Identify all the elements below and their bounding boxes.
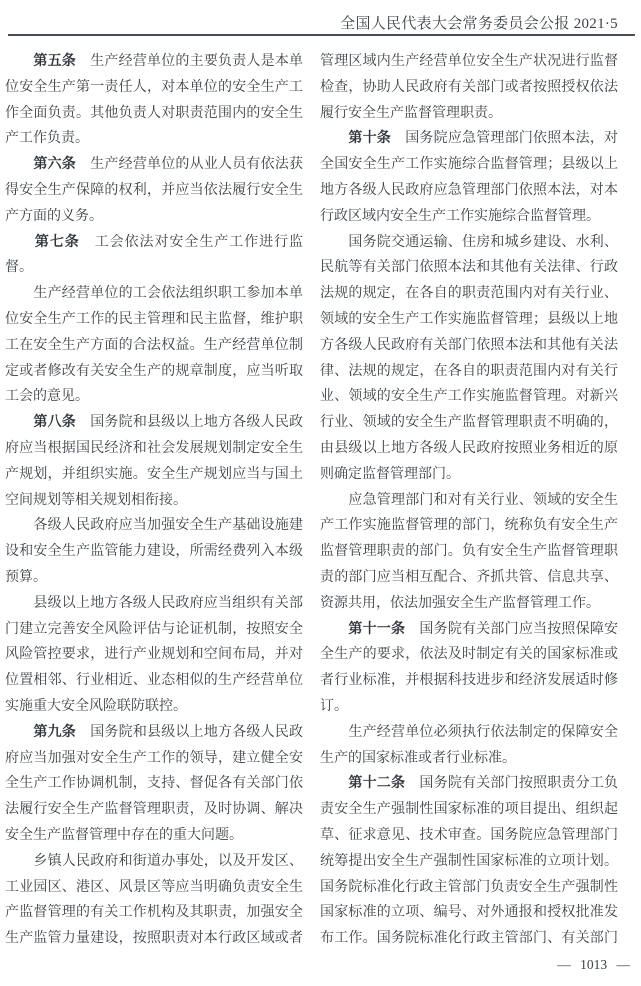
text-line: 第十一条 国务院有关部门应当按照保障安 xyxy=(348,621,618,637)
text-line: 位置相邻、行业相近、业态相似的生产经营单位 xyxy=(5,673,303,689)
text-line: 检查，协助人民政府有关部门或者按照授权依法 xyxy=(320,79,618,95)
article-number: 第十二条 xyxy=(348,776,406,792)
text-line: 国务院标准化行政主管部门负责安全生产强制性 xyxy=(320,879,618,895)
text-line: 县级以上地方各级人民政府应当组织有关部 xyxy=(33,595,303,611)
text-line: 管理区域内生产经营单位安全生产状况进行监督 xyxy=(320,54,618,69)
text-line: 定或者修改有关安全生产的规章制度，应当听取 xyxy=(5,363,303,379)
text-line: 全生产工作协调机制，支持、督促各有关部门依 xyxy=(5,776,303,792)
text-line: 地方各级人民政府应急管理部门依照本法，对本 xyxy=(320,182,618,198)
article-number: 第九条 xyxy=(33,724,77,740)
text-line: 领域的安全生产工作实施监督管理；县级以上地 xyxy=(320,311,618,327)
text-line: 得安全生产保障的权利，并应当依法履行安全生 xyxy=(5,182,303,198)
text-line: 产规划，并组织实施。安全生产规划应当与国土 xyxy=(5,466,303,482)
text-line: 资源共用，依法加强安全生产监督管理工作。 xyxy=(320,595,600,611)
text-line: 者行业标准，并根据科技进步和经济发展适时修 xyxy=(320,673,618,689)
text-line: 工业园区、港区、风景区等应当明确负责安全生 xyxy=(5,879,303,895)
text-line: 方各级人民政府有关部门依照本法和其他有关法 xyxy=(320,337,618,353)
text-line: 履行安全生产监督管理职责。 xyxy=(320,105,502,121)
text-line: 法规的规定，在各自的职责范围内对有关行业、 xyxy=(320,286,618,302)
text-line: 草、征求意见、技术审查。国务院应急管理部门 xyxy=(320,827,618,843)
text-line: 监督管理职责的部门。负有安全生产监督管理职 xyxy=(320,544,618,560)
text-line: 产监督管理的有关工作机构及其职责，加强安全 xyxy=(5,905,303,921)
page-number: — 1013 — xyxy=(557,957,630,972)
text-line: 生产经营单位的工会依法组织职工参加本单 xyxy=(33,286,303,302)
text-line: 业、领域的安全生产工作实施监督管理。对新兴 xyxy=(320,389,618,405)
text-line: 行业、领域的安全生产监督管理职责不明确的， xyxy=(320,415,618,431)
text-line: 督。 xyxy=(5,260,33,276)
text-line: 责安全生产强制性国家标准的项目提出、组织起 xyxy=(320,802,618,818)
text-line: 位安全生产第一责任人，对本单位的安全生产工 xyxy=(5,79,303,95)
right-column xyxy=(320,49,618,952)
text-line: 由县级以上地方各级人民政府按照业务相近的原 xyxy=(320,440,618,456)
text-line: 统筹提出安全生产强制性国家标准的立项计划。 xyxy=(320,853,618,869)
text-line: 第六条 生产经营单位的从业人员有依法获 xyxy=(33,157,303,173)
text-line: 乡镇人民政府和街道办事处，以及开发区、 xyxy=(33,853,303,869)
article-number: 第八条 xyxy=(33,415,77,431)
header-rule xyxy=(8,34,635,36)
text-line: 国务院交通运输、住房和城乡建设、水利、 xyxy=(348,234,618,250)
text-line: 第十条 国务院应急管理部门依照本法，对 xyxy=(348,131,618,147)
text-line: 行政区域内安全生产工作实施综合监督管理。 xyxy=(320,208,600,224)
text-line: 国家标准的立项、编号、对外通报和授权批准发 xyxy=(320,905,618,921)
text-line: 预算。 xyxy=(5,569,47,585)
page-header-title: 全国人民代表大会常务委员会公报 2021·5 xyxy=(340,16,618,32)
document-body xyxy=(5,49,618,952)
article-number: 第七条 xyxy=(34,234,80,250)
text-line: 工会的意见。 xyxy=(5,389,89,405)
text-line: 全生产的要求，依法及时制定有关的国家标准或 xyxy=(320,647,618,663)
text-line: 产工作实施监督管理的部门，统称负有安全生产 xyxy=(320,518,618,534)
text-line: 全国安全生产工作实施综合监督管理；县级以上 xyxy=(320,157,618,173)
article-number: 第十一条 xyxy=(348,621,406,637)
text-line: 第九条 国务院和县级以上地方各级人民政 xyxy=(33,724,303,740)
text-line: 空间规划等相关规划相衔接。 xyxy=(5,492,187,508)
text-line: 门建立完善安全风险评估与论证机制，按照安全 xyxy=(5,621,303,637)
text-line: 订。 xyxy=(320,698,348,714)
text-line: 生产的国家标准或者行业标准。 xyxy=(320,750,516,766)
text-line: 工在安全生产方面的合法权益。生产经营单位制 xyxy=(5,337,303,353)
text-line: 第十二条 国务院有关部门按照职责分工负 xyxy=(348,776,618,792)
text-line: 第八条 国务院和县级以上地方各级人民政 xyxy=(33,415,303,431)
text-line: 布工作。国务院标准化行政主管部门、有关部门 xyxy=(320,931,618,947)
text-line: 实施重大安全风险联防联控。 xyxy=(5,698,187,714)
text-line: 府应当根据国民经济和社会发展规划制定安全生 xyxy=(5,440,303,456)
text-line: 生产经营单位必须执行依法制定的保障安全 xyxy=(348,724,618,740)
article-number: 第十条 xyxy=(348,131,392,147)
text-line: 作全面负责。其他负责人对职责范围内的安全生 xyxy=(5,105,303,121)
text-line: 安全生产监督管理中存在的重大问题。 xyxy=(5,827,243,843)
text-line: 产方面的义务。 xyxy=(5,208,103,224)
text-line: 第五条 生产经营单位的主要负责人是本单 xyxy=(33,54,303,69)
left-column xyxy=(5,49,303,952)
text-line: 位安全生产工作的民主管理和民主监督，维护职 xyxy=(5,311,303,327)
text-line: 设和安全生产监管能力建设，所需经费列入本级 xyxy=(5,544,303,560)
article-number: 第六条 xyxy=(33,157,77,173)
text-line: 则确定监督管理部门。 xyxy=(320,466,460,482)
text-line: 法履行安全生产监督管理职责，及时协调、解决 xyxy=(5,802,303,818)
text-line: 府应当加强对安全生产工作的领导，建立健全安 xyxy=(5,750,303,766)
text-line: 风险管控要求，进行产业规划和空间布局，并对 xyxy=(5,647,303,663)
text-line: 生产监管力量建设，按照职责对本行政区域或者 xyxy=(5,931,303,947)
text-line: 各级人民政府应当加强安全生产基础设施建 xyxy=(33,518,303,534)
text-line: 民航等有关部门依照本法和其他有关法律、行政 xyxy=(320,260,618,276)
text-line: 产工作负责。 xyxy=(5,131,89,147)
article-number: 第五条 xyxy=(33,54,77,69)
text-line: 应急管理部门和对有关行业、领域的安全生 xyxy=(348,492,618,508)
text-line: 律、法规的规定，在各自的职责范围内对有关行 xyxy=(320,363,618,379)
text-line: 责的部门应当相互配合、齐抓共管、信息共享、 xyxy=(320,569,618,585)
text-line: 第七条 工会依法对安全生产工作进行监 xyxy=(34,234,303,250)
